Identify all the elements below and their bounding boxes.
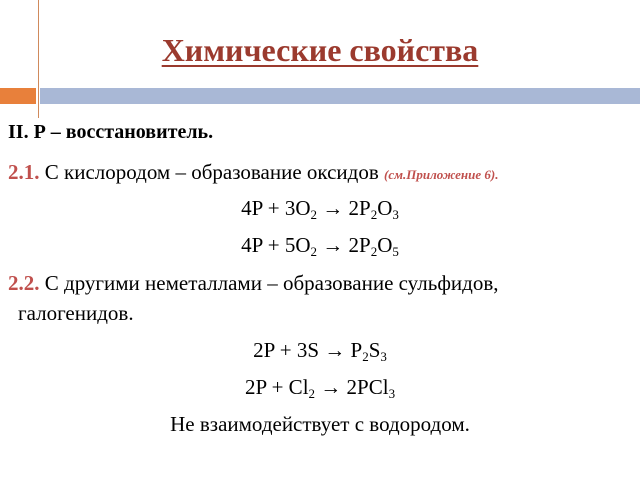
decor-orange-bar [0, 88, 36, 104]
decor-vertical-line [38, 0, 39, 118]
item-number: 2.2. [8, 271, 40, 295]
item-2-2-continued: галогенидов. [18, 301, 134, 325]
equation-4: $2P + Cl_2 \to 2PCl_3$ [244, 375, 396, 401]
section-heading: II. Р – восстановитель. [8, 121, 214, 143]
item-2-2 [8, 271, 499, 295]
equation-2: $4P + 5O_2 \to 2P_2O_5$ [241, 233, 399, 259]
reference-note: (см.Приложение 6). [384, 167, 499, 182]
item-text: С другими неметаллами – образование сульфидов, [39, 271, 499, 295]
equation-1: $4P + 3O_2 \to 2P_2O_3$ [241, 196, 399, 222]
item-text: С кислородом – образование оксидов [39, 160, 384, 184]
decor-blue-bar [40, 88, 640, 104]
slide-title: Химические свойства [161, 32, 479, 68]
equation-3: $2P + 3S \to P_2S_3$ [253, 338, 387, 364]
item-number: 2.1. [8, 160, 40, 184]
item-2-1 [8, 160, 498, 187]
note-text: Не взаимодействует с водородом. [170, 412, 470, 436]
